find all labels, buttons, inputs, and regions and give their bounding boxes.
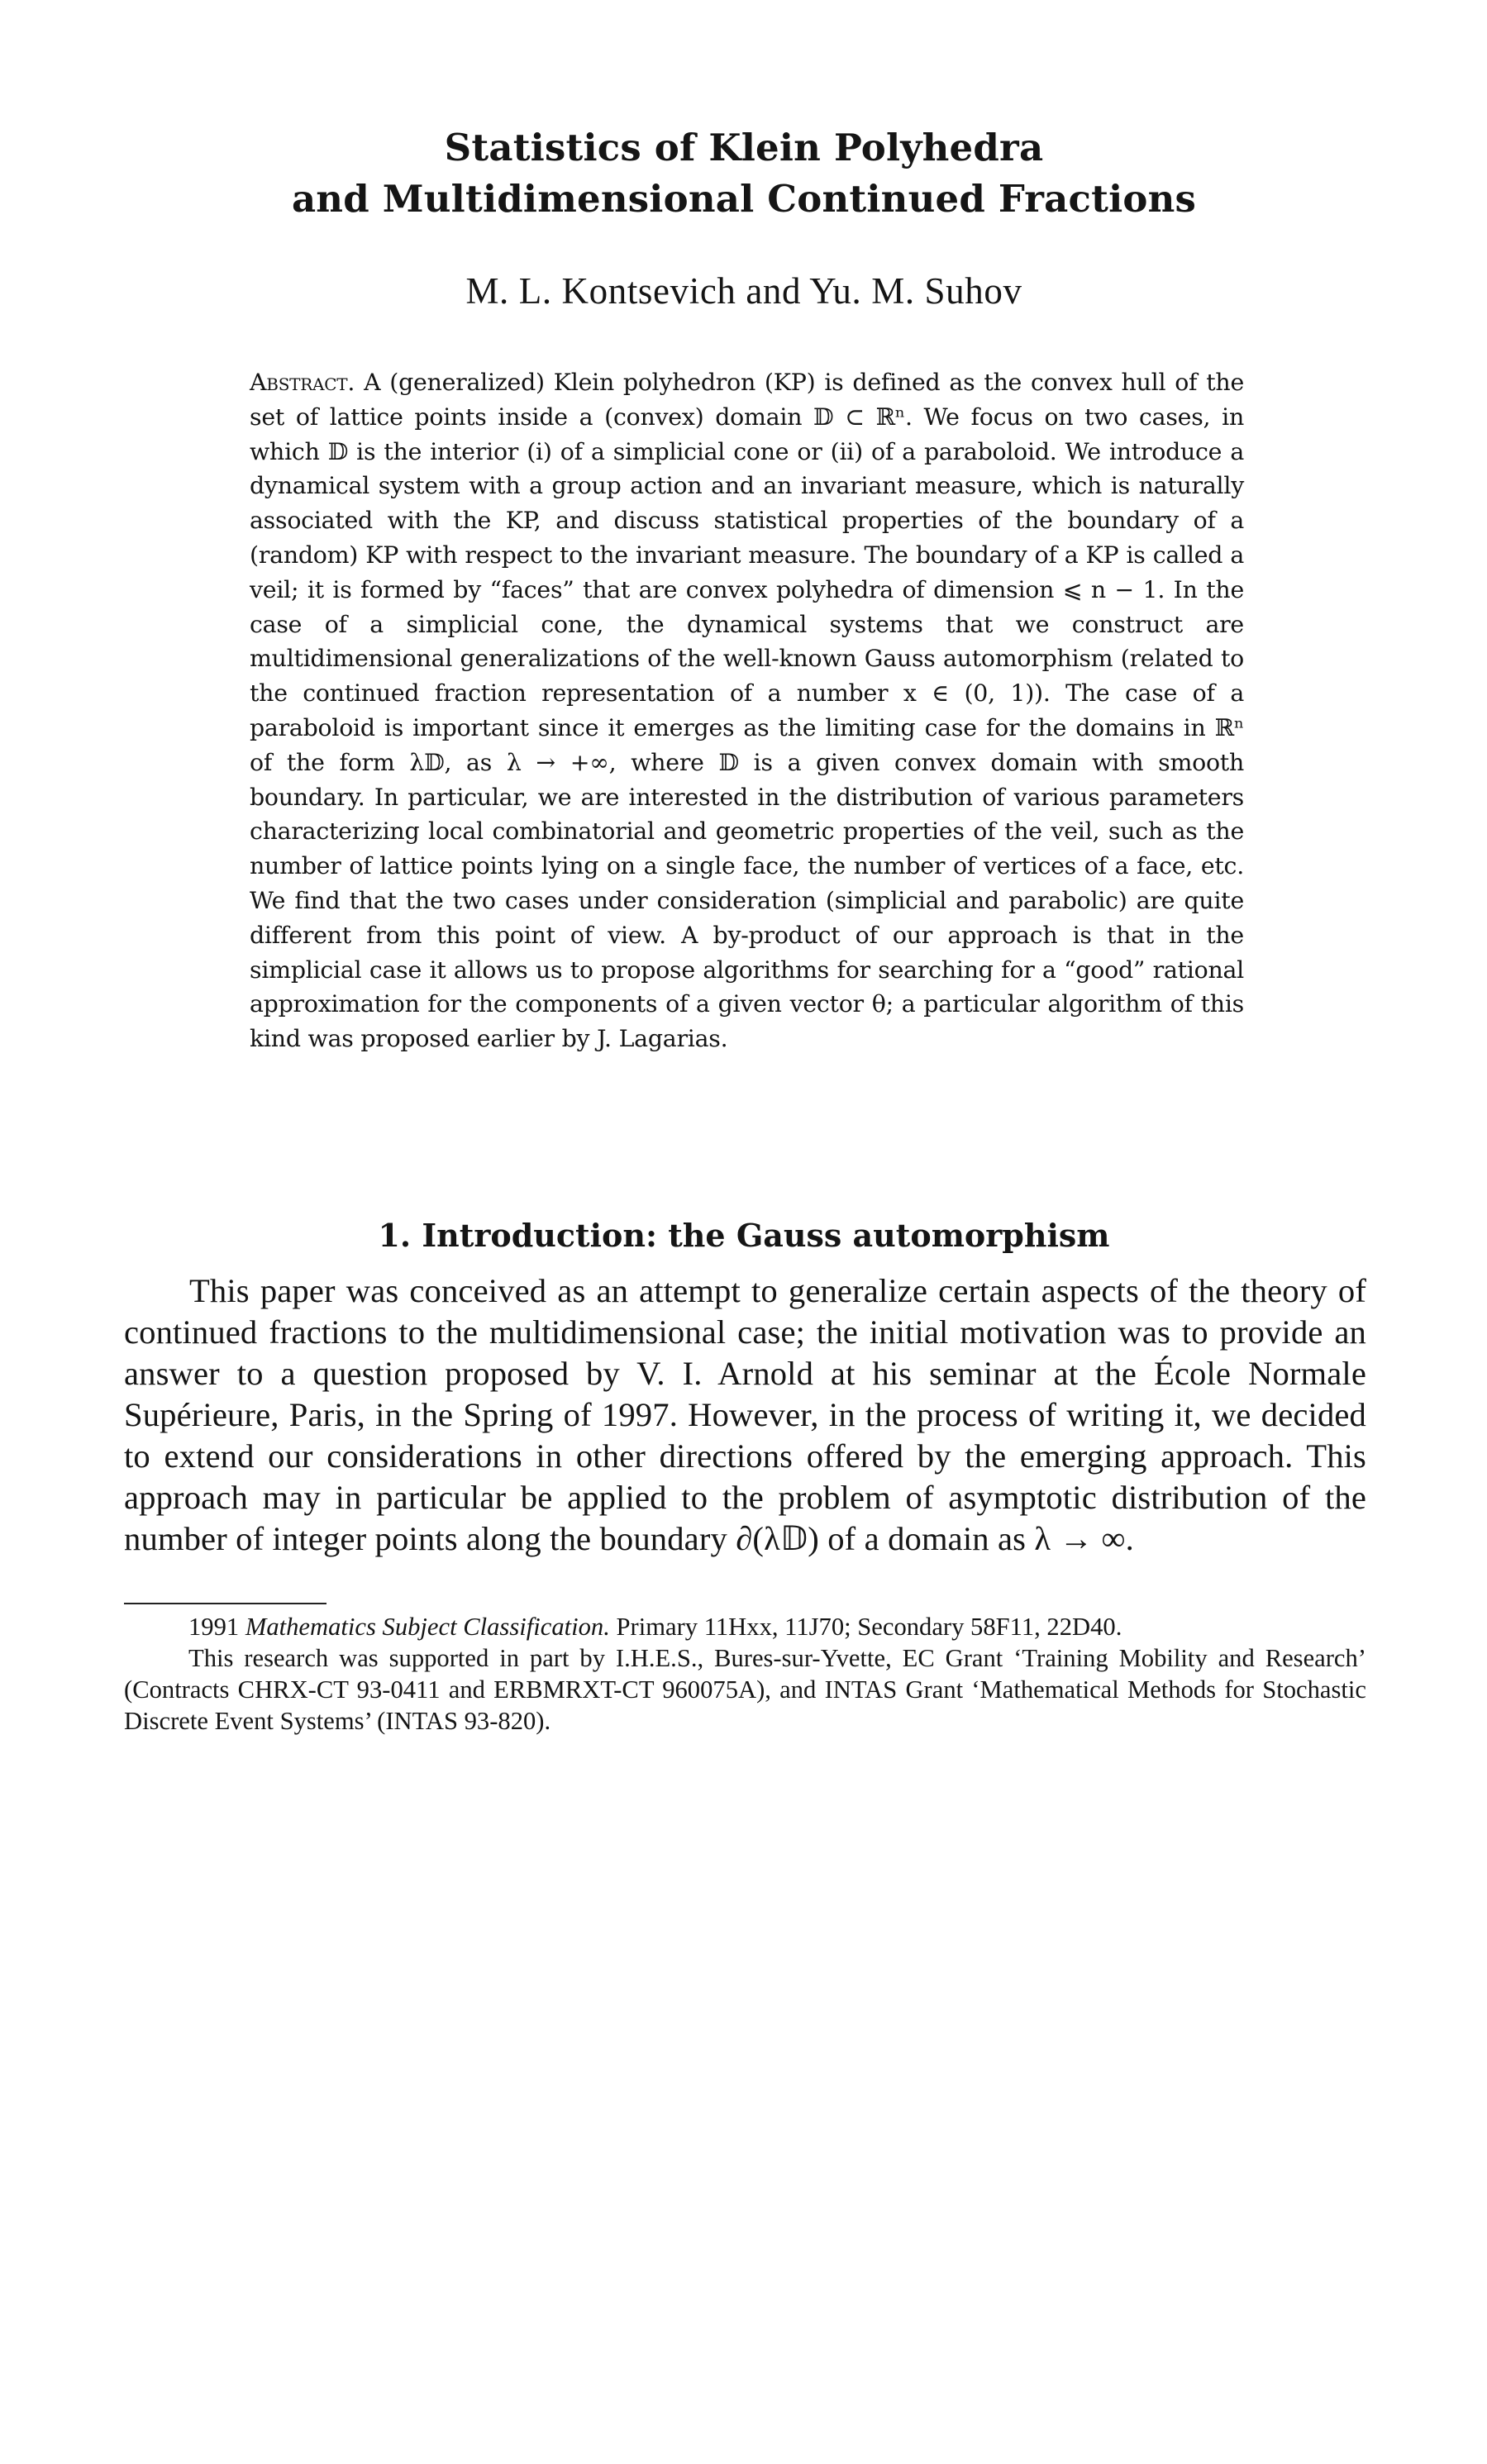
msc-label: Mathematics Subject Classification. [245,1613,610,1641]
intro-paragraph: This paper was conceived as an attempt to generalize certain aspects of the theory of continued fractions to the multidimensional case; the initial motivation was to provide an answer to a question proposed by V. I. Arnold at his seminar at the École Normale Supérieure, Paris, in the Spring of 1997. However, in the process of writing it, we decided to extend our considerations in other directions offered by the emerging approach. This approach may in particular be applied to the problem of asymptotic distribution of the number of integer points along the boundary ∂(λ𝔻) of a domain as λ → ∞. [124,1272,1366,1557]
abstract-label: Abstract. [250,369,355,396]
msc-year: 1991 [188,1613,240,1641]
section-heading: 1. Introduction: the Gauss automorphism [378,1217,1110,1254]
footnote-rule [124,1603,326,1604]
author-list: M. L. Kontsevich and Yu. M. Suhov [465,270,1022,312]
footnote-support: This research was supported in part by I.H.E.S., Bures-sur-Yvette, EC Grant ‘Training Mobility and Research’ (Contracts CHRX-CT 93-0411 and ERBMRXT-CT 960075A), and INTAS Grant ‘Mathematical Methods for Stochastic Discrete Event Systems’ (INTAS 93-820). [124,1644,1366,1735]
title-line-1: Statistics of Klein Polyhedra [444,126,1044,169]
footnote-msc [124,1611,1366,1642]
title-line-2: and Multidimensional Continued Fractions [291,177,1197,221]
msc-codes: Primary 11Hxx, 11J70; Secondary 58F11, 22D40. [616,1613,1122,1641]
abstract [250,365,1244,1056]
paper-title [124,122,1364,225]
abstract-text: A (generalized) Klein polyhedron (KP) is defined as the convex hull of the set of lattice points inside a (convex) domain 𝔻 ⊂ ℝⁿ. We focus on two cases, in which 𝔻 is the interior (i) of a simplicial cone or (ii) of a paraboloid. We introduce a dynamical system with a group action and an invariant measure, which is naturally associated with the KP, and discuss statistical properties of the boundary of a (random) KP with respect to the invariant measure. The boundary of a KP is called a veil; it is formed by “faces” that are convex polyhedra of dimension ⩽ n − 1. In the case of a simplicial cone, the dynamical systems that we construct are multidimensional generalizations of the well-known Gauss automorphism (related to the continued fraction representation of a number x ∈ (0, 1)). The case of a paraboloid is important since it emerges as the limiting case for the domains in ℝⁿ of the form λ𝔻, as λ → +∞, where 𝔻 is a given convex domain with smooth boundary. In particular, we are interested in the distribution of various parameters characterizing local combinatorial and geometric properties of the veil, such as the number of lattice points lying on a single face, the number of vertices of a face, etc. We find that the two cases under consideration (simplicial and parabolic) are quite different from this point of view. A by-product of our approach is that in the simplicial case it allows us to propose algorithms for searching for a “good” rational approximation for the components of a given vector θ; a particular algorithm of this kind was proposed earlier by J. Lagarias. [250,369,1244,1053]
footnotes [124,1611,1366,1737]
